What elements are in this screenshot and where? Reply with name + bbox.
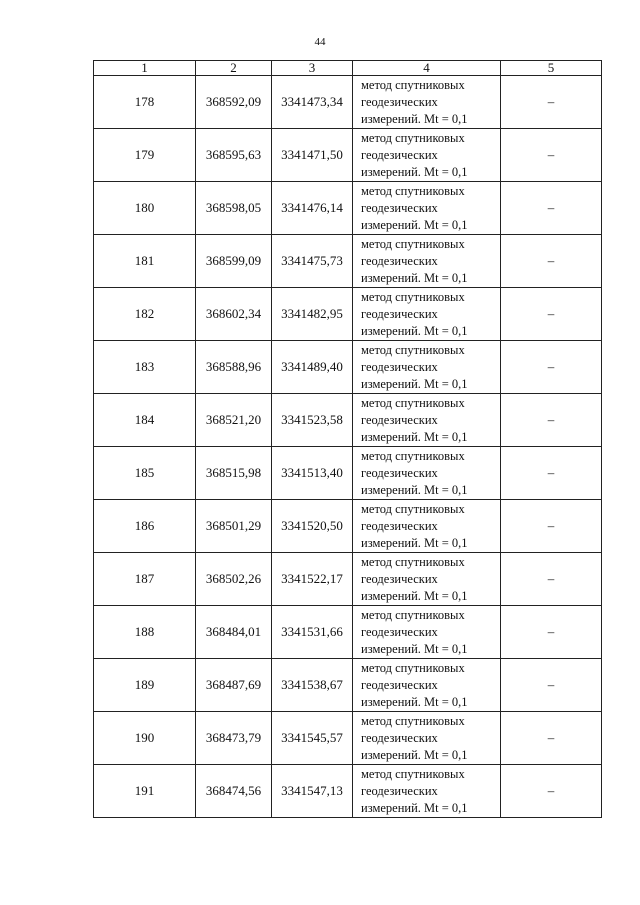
column-header-1: 1 [94, 61, 196, 76]
column-header-5: 5 [501, 61, 602, 76]
method-line-3: измерений. Mt = 0,1 [361, 747, 468, 762]
x-coordinate: 368521,20 [196, 394, 272, 447]
point-number: 182 [94, 288, 196, 341]
method-line-2: геодезических [361, 624, 438, 639]
method-line-3: измерений. Mt = 0,1 [361, 588, 468, 603]
column-header-3: 3 [272, 61, 353, 76]
point-number: 178 [94, 76, 196, 129]
method-line-3: измерений. Mt = 0,1 [361, 111, 468, 126]
method-line-2: геодезических [361, 359, 438, 374]
y-coordinate: 3341520,50 [272, 500, 353, 553]
y-coordinate: 3341476,14 [272, 182, 353, 235]
point-number: 190 [94, 712, 196, 765]
method-description [353, 606, 501, 659]
x-coordinate: 368592,09 [196, 76, 272, 129]
y-coordinate: 3341513,40 [272, 447, 353, 500]
note-value: – [501, 765, 602, 818]
table-row [94, 341, 602, 394]
point-number: 187 [94, 553, 196, 606]
point-number: 180 [94, 182, 196, 235]
table-row [94, 129, 602, 182]
note-value: – [501, 659, 602, 712]
method-description [353, 500, 501, 553]
y-coordinate: 3341482,95 [272, 288, 353, 341]
x-coordinate: 368595,63 [196, 129, 272, 182]
table-row [94, 765, 602, 818]
method-line-1: метод спутниковых [361, 607, 465, 622]
table-row [94, 182, 602, 235]
method-line-3: измерений. Mt = 0,1 [361, 270, 468, 285]
header-row [94, 61, 602, 76]
table-row [94, 500, 602, 553]
method-description [353, 235, 501, 288]
method-description [353, 765, 501, 818]
method-description [353, 129, 501, 182]
method-description [353, 659, 501, 712]
method-line-2: геодезических [361, 412, 438, 427]
method-description [353, 447, 501, 500]
y-coordinate: 3341475,73 [272, 235, 353, 288]
note-value: – [501, 712, 602, 765]
point-number: 179 [94, 129, 196, 182]
coordinates-table [93, 60, 602, 818]
point-number: 183 [94, 341, 196, 394]
point-number: 191 [94, 765, 196, 818]
method-line-3: измерений. Mt = 0,1 [361, 482, 468, 497]
y-coordinate: 3341538,67 [272, 659, 353, 712]
point-number: 189 [94, 659, 196, 712]
x-coordinate: 368515,98 [196, 447, 272, 500]
method-line-3: измерений. Mt = 0,1 [361, 323, 468, 338]
note-value: – [501, 76, 602, 129]
table-header [94, 61, 602, 76]
method-description [353, 553, 501, 606]
method-line-1: метод спутниковых [361, 501, 465, 516]
method-line-1: метод спутниковых [361, 713, 465, 728]
note-value: – [501, 553, 602, 606]
method-line-2: геодезических [361, 200, 438, 215]
note-value: – [501, 341, 602, 394]
x-coordinate: 368602,34 [196, 288, 272, 341]
column-header-2: 2 [196, 61, 272, 76]
x-coordinate: 368588,96 [196, 341, 272, 394]
x-coordinate: 368598,05 [196, 182, 272, 235]
x-coordinate: 368484,01 [196, 606, 272, 659]
y-coordinate: 3341545,57 [272, 712, 353, 765]
method-line-2: геодезических [361, 730, 438, 745]
note-value: – [501, 447, 602, 500]
method-line-3: измерений. Mt = 0,1 [361, 376, 468, 391]
y-coordinate: 3341489,40 [272, 341, 353, 394]
method-line-1: метод спутниковых [361, 554, 465, 569]
method-line-3: измерений. Mt = 0,1 [361, 429, 468, 444]
method-line-2: геодезических [361, 253, 438, 268]
method-line-1: метод спутниковых [361, 183, 465, 198]
method-line-1: метод спутниковых [361, 342, 465, 357]
table-row [94, 606, 602, 659]
method-line-2: геодезических [361, 306, 438, 321]
table-row [94, 288, 602, 341]
method-line-3: измерений. Mt = 0,1 [361, 800, 468, 815]
table-row [94, 235, 602, 288]
x-coordinate: 368473,79 [196, 712, 272, 765]
y-coordinate: 3341473,34 [272, 76, 353, 129]
method-line-2: геодезических [361, 94, 438, 109]
method-line-1: метод спутниковых [361, 766, 465, 781]
method-line-3: измерений. Mt = 0,1 [361, 164, 468, 179]
note-value: – [501, 606, 602, 659]
note-value: – [501, 182, 602, 235]
column-header-4: 4 [353, 61, 501, 76]
table-row [94, 394, 602, 447]
x-coordinate: 368487,69 [196, 659, 272, 712]
method-description [353, 394, 501, 447]
note-value: – [501, 394, 602, 447]
table-row [94, 659, 602, 712]
y-coordinate: 3341531,66 [272, 606, 353, 659]
method-line-1: метод спутниковых [361, 395, 465, 410]
y-coordinate: 3341471,50 [272, 129, 353, 182]
x-coordinate: 368502,26 [196, 553, 272, 606]
method-line-2: геодезических [361, 571, 438, 586]
point-number: 185 [94, 447, 196, 500]
point-number: 186 [94, 500, 196, 553]
method-description [353, 288, 501, 341]
method-line-3: измерений. Mt = 0,1 [361, 694, 468, 709]
x-coordinate: 368501,29 [196, 500, 272, 553]
method-line-2: геодезических [361, 465, 438, 480]
table-body [94, 76, 602, 818]
page-number: 44 [314, 36, 326, 48]
table-row [94, 553, 602, 606]
x-coordinate: 368599,09 [196, 235, 272, 288]
y-coordinate: 3341523,58 [272, 394, 353, 447]
method-line-2: геодезических [361, 677, 438, 692]
x-coordinate: 368474,56 [196, 765, 272, 818]
table-row [94, 76, 602, 129]
method-line-2: геодезических [361, 147, 438, 162]
method-description [353, 712, 501, 765]
point-number: 184 [94, 394, 196, 447]
method-line-2: геодезических [361, 783, 438, 798]
method-line-3: измерений. Mt = 0,1 [361, 535, 468, 550]
note-value: – [501, 288, 602, 341]
method-line-1: метод спутниковых [361, 77, 465, 92]
method-line-3: измерений. Mt = 0,1 [361, 217, 468, 232]
method-description [353, 341, 501, 394]
y-coordinate: 3341547,13 [272, 765, 353, 818]
point-number: 181 [94, 235, 196, 288]
note-value: – [501, 500, 602, 553]
method-line-1: метод спутниковых [361, 448, 465, 463]
method-line-1: метод спутниковых [361, 236, 465, 251]
method-line-1: метод спутниковых [361, 660, 465, 675]
method-description [353, 76, 501, 129]
method-description [353, 182, 501, 235]
method-line-1: метод спутниковых [361, 289, 465, 304]
table-row [94, 712, 602, 765]
note-value: – [501, 235, 602, 288]
method-line-2: геодезических [361, 518, 438, 533]
point-number: 188 [94, 606, 196, 659]
note-value: – [501, 129, 602, 182]
method-line-1: метод спутниковых [361, 130, 465, 145]
method-line-3: измерений. Mt = 0,1 [361, 641, 468, 656]
y-coordinate: 3341522,17 [272, 553, 353, 606]
table-row [94, 447, 602, 500]
